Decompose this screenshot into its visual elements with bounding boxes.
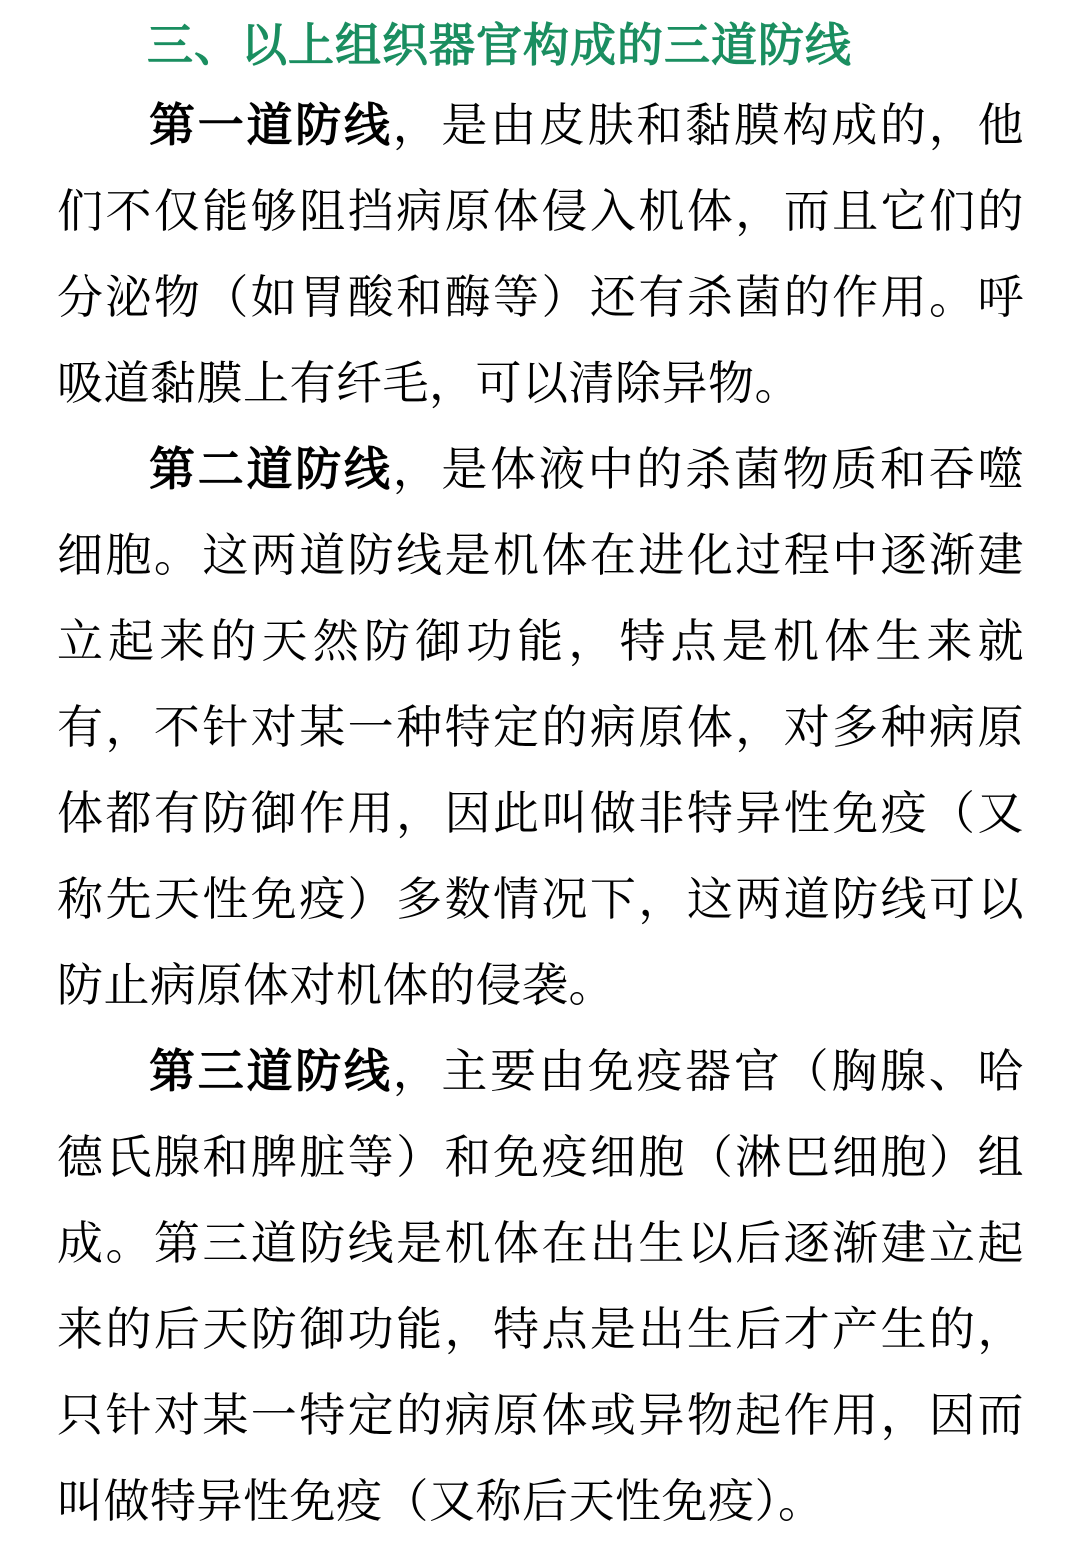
defense-line-2-term: 第二道防线 [149,442,393,496]
defense-line-1-body: ，是由皮肤和黏膜构成的，他们不仅能够阻挡病原体侵入机体，而且它们的分泌物（如胃酸和酶等）还有杀菌的作用。呼吸道黏膜上有纤毛，可以清除异物。 [57,98,1025,410]
section-heading [147,14,1024,76]
paragraph-first-line-of-defense [57,82,1024,426]
defense-line-2-body: ，是体液中的杀菌物质和吞噬细胞。这两道防线是机体在进化过程中逐渐建立起来的天然防御功能，特点是机体生来就有，不针对某一种特定的病原体，对多种病原体都有防御作用，因此叫做非特异性免疫（又称先天性免疫）多数情况下，这两道防线可以防止病原体对机体的侵袭。 [57,442,1025,1012]
defense-line-1-term: 第一道防线 [149,98,393,152]
section-heading-text: 三、以上组织器官构成的三道防线 [147,18,852,72]
defense-line-3-body: ，主要由免疫器官（胸腺、哈德氏腺和脾脏等）和免疫细胞（淋巴细胞）组成。第三道防线是机体在出生以后逐渐建立起来的后天防御功能，特点是出生后才产生的，只针对某一特定的病原体或异物起作用，因而叫做特异性免疫（又称后天性免疫）。 [57,1044,1025,1528]
paragraph-second-line-of-defense [57,426,1024,1028]
defense-line-3-term: 第三道防线 [149,1044,393,1098]
paragraph-third-line-of-defense [57,1028,1024,1544]
